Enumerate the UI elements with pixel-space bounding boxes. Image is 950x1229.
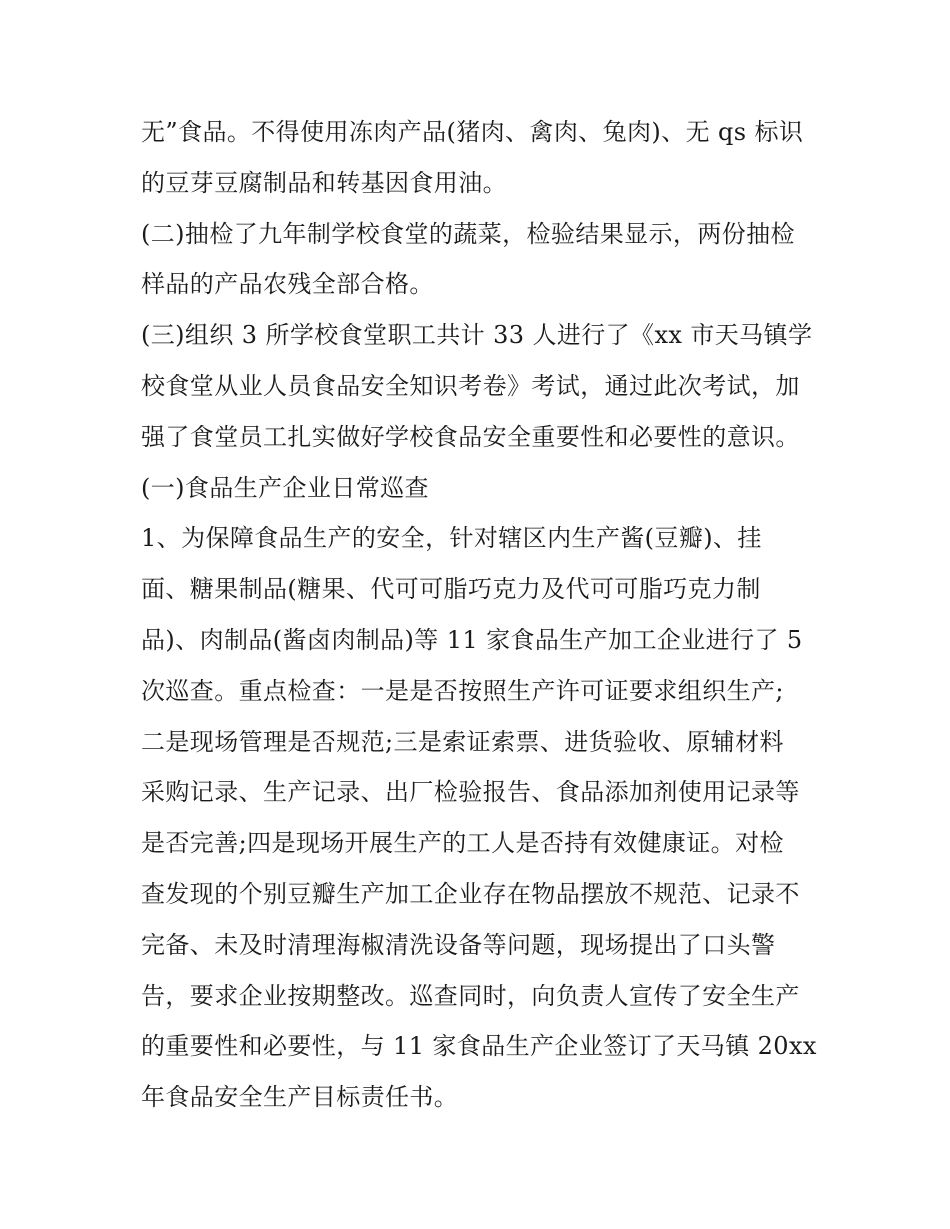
text-line: 查发现的个别豆瓣生产加工企业存在物品摆放不规范、记录不 (141, 879, 800, 908)
text-line: 校食堂从业人员食品安全知识考卷》考试，通过此次考试，加 (141, 371, 800, 400)
text-line: 完备、未及时清理海椒清洗设备等问题，现场提出了口头警 (141, 930, 776, 959)
text-line: 采购记录、生产记录、出厂检验报告、食品添加剂使用记录等 (141, 778, 800, 807)
text-line: 面、糖果制品(糖果、代可可脂巧克力及代可可脂巧克力制 (141, 575, 761, 604)
text-line: 次巡查。重点检查：一是是否按照生产许可证要求组织生产; (141, 676, 784, 705)
text-line: 告，要求企业按期整改。巡查同时，向负责人宣传了安全生产 (141, 981, 800, 1010)
text-line: 二是现场管理是否规范;三是索证索票、进货验收、原辅材料 (141, 727, 784, 756)
body-text (141, 107, 831, 1123)
text-line: 无”食品。不得使用冻肉产品(猪肉、禽肉、兔肉)、无 qs 标识 (141, 118, 804, 146)
text-line: 品)、肉制品(酱卤肉制品)等 11 家食品生产加工企业进行了 5 (141, 625, 803, 654)
text-line: (二)抽检了九年制学校食堂的蔬菜，检验结果显示，两份抽检 (141, 219, 795, 248)
text-line: (三)组织 3 所学校食堂职工共计 33 人进行了《xx 市天马镇学 (141, 321, 813, 350)
text-line: 强了食堂员工扎实做好学校食品安全重要性和必要性的意识。 (141, 422, 800, 451)
text-line: 的重要性和必要性，与 11 家食品生产企业签订了天马镇 20xx (141, 1032, 817, 1061)
section-heading: (一)食品生产企业日常巡查 (141, 473, 429, 502)
text-line: 1、为保障食品生产的安全，针对辖区内生产酱(豆瓣)、挂 (141, 524, 762, 553)
text-line: 年食品安全生产目标责任书。 (141, 1083, 459, 1112)
text-line: 的豆芽豆腐制品和转基因食用油。 (141, 168, 507, 197)
text-line: 样品的产品农残全部合格。 (141, 270, 434, 299)
text-line: 是否完善;四是现场开展生产的工人是否持有效健康证。对检 (141, 829, 784, 858)
